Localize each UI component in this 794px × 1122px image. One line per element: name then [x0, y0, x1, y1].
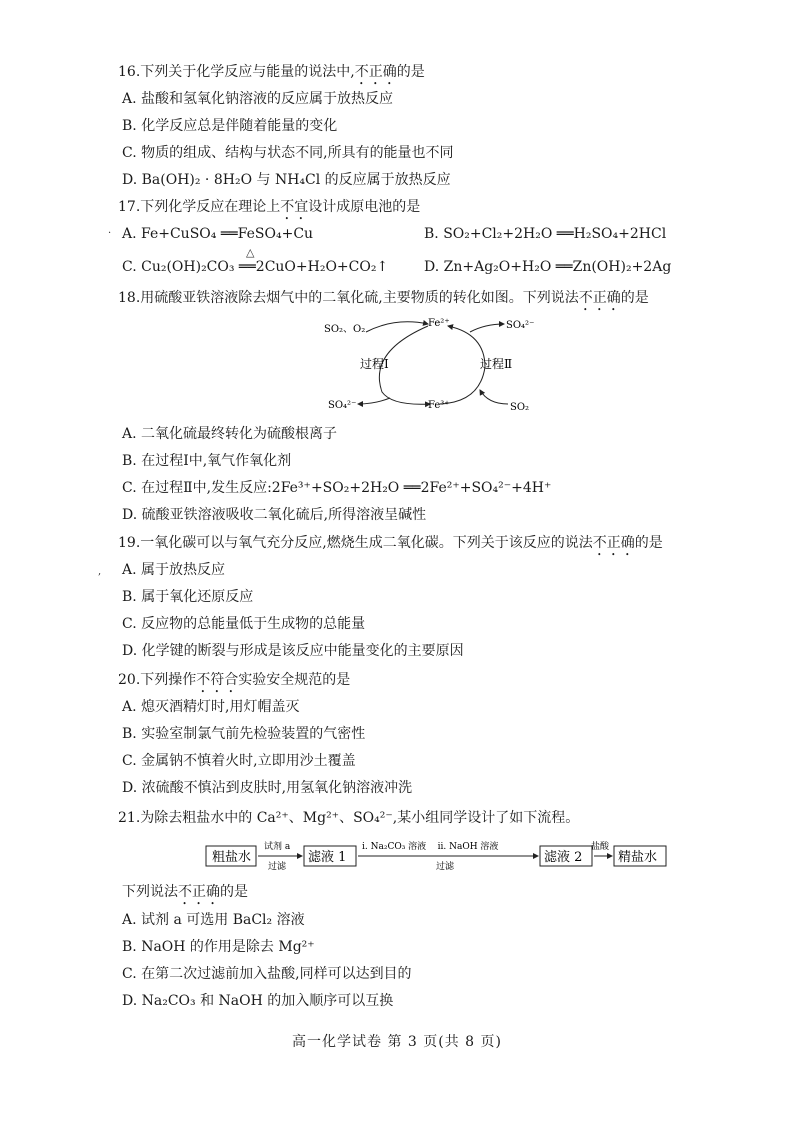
flow-box3-label: 滤液 2	[544, 850, 583, 865]
q19-stem-text: 19.一氧化碳可以与氧气充分反应,燃烧生成二氧化碳。下列关于该反应的说法	[118, 535, 593, 551]
q19-option-a: A. 属于放热反应	[122, 562, 226, 578]
q19-option-c: C. 反应物的总能量低于生成物的总能量	[122, 616, 366, 632]
diagram-top-right: SO₄²⁻	[506, 320, 535, 331]
q16-option-b: B. 化学反应总是伴随着能量的变化	[122, 118, 338, 134]
diagram-bottom-right: SO₂	[510, 402, 530, 413]
flow-box1-label: 粗盐水	[212, 850, 252, 865]
q17-stem-end: 设计成原电池的是	[308, 199, 421, 215]
q19-stem-end: 的是	[634, 535, 663, 551]
flow-arrow2-bottom: 过滤	[436, 862, 455, 872]
q17-stem-emphasis: 不宜	[280, 199, 309, 215]
flow-arrow2-top: i. Na₂CO₃ 溶液 ii. NaOH 溶液	[362, 842, 499, 852]
q21-option-c: C. 在第二次过滤前加入盐酸,同样可以达到目的	[122, 966, 412, 982]
page-footer: 高一化学试卷 第 3 页(共 8 页)	[292, 1034, 502, 1050]
q17-option-d: D. Zn+Ag₂O+H₂O ══Zn(OH)₂+2Ag	[424, 259, 672, 275]
q17-heat-condition: △	[246, 246, 255, 259]
q16-stem-emphasis: 不正确	[354, 64, 397, 80]
q21-sub-stem	[122, 882, 248, 908]
q21-option-a: A. 试剂 a 可选用 BaCl₂ 溶液	[122, 912, 305, 928]
q16-stem-text: 16.下列关于化学反应与能量的说法中,	[118, 64, 355, 80]
q16-option-c: C. 物质的组成、结构与状态不同,所具有的能量也不同	[122, 145, 454, 161]
flow-arrow3-top: 盐酸	[591, 842, 610, 852]
flow-box2-label: 滤液 1	[308, 850, 347, 865]
q21-sub-text: 下列说法	[122, 884, 178, 900]
q18-cycle-diagram	[320, 312, 550, 418]
q20-stem-emphasis: 不符合	[196, 672, 239, 688]
q18-stem-text: 18.用硫酸亚铁溶液除去烟气中的二氧化硫,主要物质的转化如图。下列说法	[118, 290, 579, 306]
q21-sub-end: 的是	[220, 884, 248, 900]
q17-stem-text: 17.下列化学反应在理论上	[118, 199, 281, 215]
diagram-bottom-left: SO₄²⁻	[328, 400, 357, 411]
q18-option-a: A. 二氧化硫最终转化为硫酸根离子	[122, 426, 338, 442]
q19-stem-emphasis: 不正确	[592, 535, 635, 551]
diagram-top-left: SO₂、O₂	[324, 324, 366, 335]
q20-option-b: B. 实验室制氯气前先检验装置的气密性	[122, 726, 366, 742]
flow-box4-label: 精盐水	[618, 850, 658, 865]
q19-stem	[118, 533, 663, 559]
diagram-process-1: 过程Ⅰ	[360, 357, 389, 371]
process2-arc-right	[440, 326, 485, 404]
q19-option-b: B. 属于氧化还原反应	[122, 589, 254, 605]
q18-option-c: C. 在过程Ⅱ中,发生反应:2Fe³⁺+SO₂+2H₂O ══2Fe²⁺+SO₄²⁻+4H⁺	[122, 480, 552, 496]
q21-stem: 21.为除去粗盐水中的 Ca²⁺、Mg²⁺、SO₄²⁻,某小组同学设计了如下流程。	[118, 810, 580, 826]
diagram-bottom-mid: Fe³⁺	[428, 400, 450, 411]
process2-arc-out	[470, 324, 504, 332]
process2-arc-in	[480, 390, 508, 404]
diagram-process-2: 过程Ⅱ	[480, 357, 513, 371]
q17-option-c: C. Cu₂(OH)₂CO₃ ══2CuO+H₂O+CO₂↑	[122, 259, 389, 275]
process1-arc-out	[358, 398, 390, 404]
q20-stem-end: 实验安全规范的是	[238, 672, 351, 688]
q18-option-d: D. 硫酸亚铁溶液吸收二氧化硫后,所得溶液呈碱性	[122, 507, 427, 523]
q17-option-b: B. SO₂+Cl₂+2H₂O ══H₂SO₄+2HCl	[424, 226, 667, 242]
q21-flowchart	[200, 834, 670, 874]
diagram-top-mid: Fe²⁺	[428, 318, 450, 329]
q19-option-d: D. 化学键的断裂与形成是该反应中能量变化的主要原因	[122, 643, 464, 659]
stray-mark: ,	[98, 566, 102, 577]
q16-option-a: A. 盐酸和氢氧化钠溶液的反应属于放热反应	[122, 91, 394, 107]
q21-option-b: B. NaOH 的作用是除去 Mg²⁺	[122, 939, 315, 955]
flow-arrow1-bottom: 过滤	[268, 862, 287, 872]
q21-sub-emphasis: 不正确	[178, 884, 220, 900]
q20-stem	[118, 670, 350, 696]
q20-option-c: C. 金属钠不慎着火时,立即用沙土覆盖	[122, 753, 356, 769]
q20-option-a: A. 熄灭酒精灯时,用灯帽盖灭	[122, 699, 300, 715]
stray-mark: ·	[108, 228, 112, 239]
q18-stem-emphasis: 不正确	[578, 290, 621, 306]
q17-option-a: A. Fe+CuSO₄ ══FeSO₄+Cu	[122, 226, 314, 242]
q16-stem	[118, 62, 425, 88]
q20-stem-text: 20.下列操作	[118, 672, 197, 688]
q16-option-d: D. Ba(OH)₂ · 8H₂O 与 NH₄Cl 的反应属于放热反应	[122, 172, 451, 188]
q20-option-d: D. 浓硫酸不慎沾到皮肤时,用氢氧化钠溶液冲洗	[122, 780, 413, 796]
q16-stem-end: 的是	[396, 64, 425, 80]
q18-stem-end: 的是	[620, 290, 649, 306]
q17-stem	[118, 197, 420, 223]
flow-arrow1-top: 试剂 a	[264, 842, 291, 852]
q18-option-b: B. 在过程Ⅰ中,氧气作氧化剂	[122, 453, 292, 469]
q21-option-d: D. Na₂CO₃ 和 NaOH 的加入顺序可以互换	[122, 993, 394, 1009]
q18-stem	[118, 288, 649, 314]
